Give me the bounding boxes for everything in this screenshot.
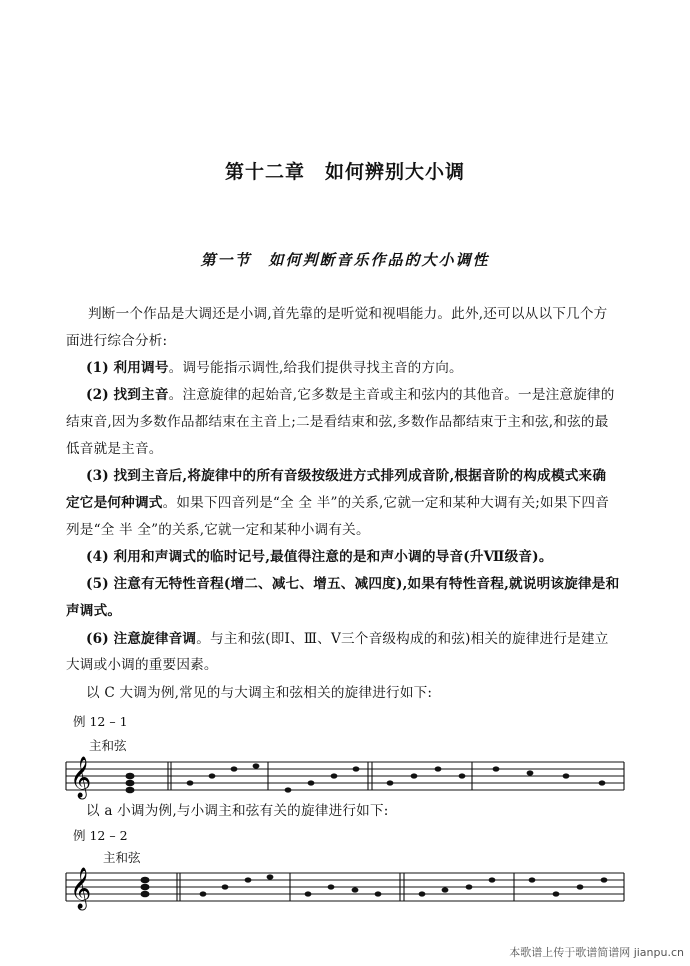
- item-1-rest: 。调号能指示调性,给我们提供寻找主音的方向。: [168, 360, 463, 376]
- tonic-chord-notes: [141, 877, 150, 898]
- treble-clef-icon: 𝄞: [70, 757, 92, 798]
- item-5-line-2: 声调式。: [66, 603, 122, 619]
- example-1-chord-label: 主和弦: [89, 738, 127, 753]
- item-4: [86, 544, 553, 571]
- watermark-footer: 本歌谱上传于歌谱简谱网 jianpu.cn: [509, 946, 684, 959]
- example-2-staff: [0, 866, 690, 916]
- item-3-line-2: [66, 490, 609, 517]
- item-3-num: (3): [86, 468, 109, 484]
- item-2-bold: 找到主音: [113, 387, 169, 403]
- item-1-num: (1): [86, 360, 109, 376]
- item-5-bold: 注意有无特性音程(增二、减七、增五、减四度),如果有特性音程,就说明该旋律是和: [113, 576, 620, 592]
- section-title: 第一节 如何判断音乐作品的大小调性: [200, 251, 490, 269]
- item-2-rest: 。注意旋律的起始音,它多数是主音或主和弦内的其他音。一是注意旋律的: [168, 387, 615, 403]
- item-6-bold: 注意旋律音调: [113, 631, 197, 647]
- melody-notes-1: [187, 763, 606, 792]
- item-4-num: (4): [86, 549, 109, 565]
- item-5-num: (5): [86, 576, 109, 592]
- major-intro: 以 C 大调为例,常见的与大调主和弦相关的旋律进行如下:: [86, 685, 433, 701]
- item-3-bold-2: 定它是何种调式: [66, 495, 163, 511]
- example-2-chord-label: 主和弦: [103, 850, 141, 865]
- example-2-label: 例 12 – 2: [73, 828, 128, 843]
- item-1-bold: 利用调号: [113, 360, 169, 376]
- item-6-rest: 。与主和弦(即Ⅰ、Ⅲ、Ⅴ三个音级构成的和弦)相关的旋律进行是建立: [196, 631, 609, 647]
- intro-line-1: 判断一个作品是大调还是小调,首先靠的是听觉和视唱能力。此外,还可以从以下几个方: [88, 306, 608, 322]
- example-1-label: 例 12 – 1: [73, 714, 128, 729]
- item-2-line-2: 结束音,因为多数作品都结束在主音上;二是看结束和弦,多数作品都结束于主和弦,和弦的最: [66, 414, 609, 430]
- item-6-num: (6): [86, 631, 109, 647]
- item-3-line-3: 列是“全 半 全”的关系,它就一定和某种小调有关。: [66, 522, 370, 538]
- item-3-rest: 。如果下四音列是“全 全 半”的关系,它就一定和某种大调有关;如果下四音: [162, 495, 610, 511]
- item-2-num: (2): [86, 387, 109, 403]
- intro-line-2: 面进行综合分析:: [66, 333, 168, 349]
- item-3-bold: 找到主音后,将旋律中的所有音级按级进方式排列成音阶,根据音阶的构成模式来确: [113, 468, 607, 484]
- item-3-line-1: [86, 463, 606, 490]
- treble-clef-icon: 𝄞: [70, 868, 92, 909]
- minor-intro: 以 a 小调为例,与小调主和弦有关的旋律进行如下:: [86, 803, 389, 819]
- item-5-line-1: [86, 571, 619, 598]
- item-2-line-1: [86, 382, 615, 409]
- item-6-line-1: [86, 626, 609, 653]
- item-4-bold: 利用和声调式的临时记号,最值得注意的是和声小调的导音(升Ⅶ级音)。: [113, 549, 553, 565]
- item-1: [86, 355, 463, 382]
- item-6-line-2: 大调或小调的重要因素。: [66, 657, 218, 673]
- item-2-line-3: 低音就是主音。: [66, 441, 163, 457]
- chapter-title: 第十二章 如何辨别大小调: [224, 161, 465, 183]
